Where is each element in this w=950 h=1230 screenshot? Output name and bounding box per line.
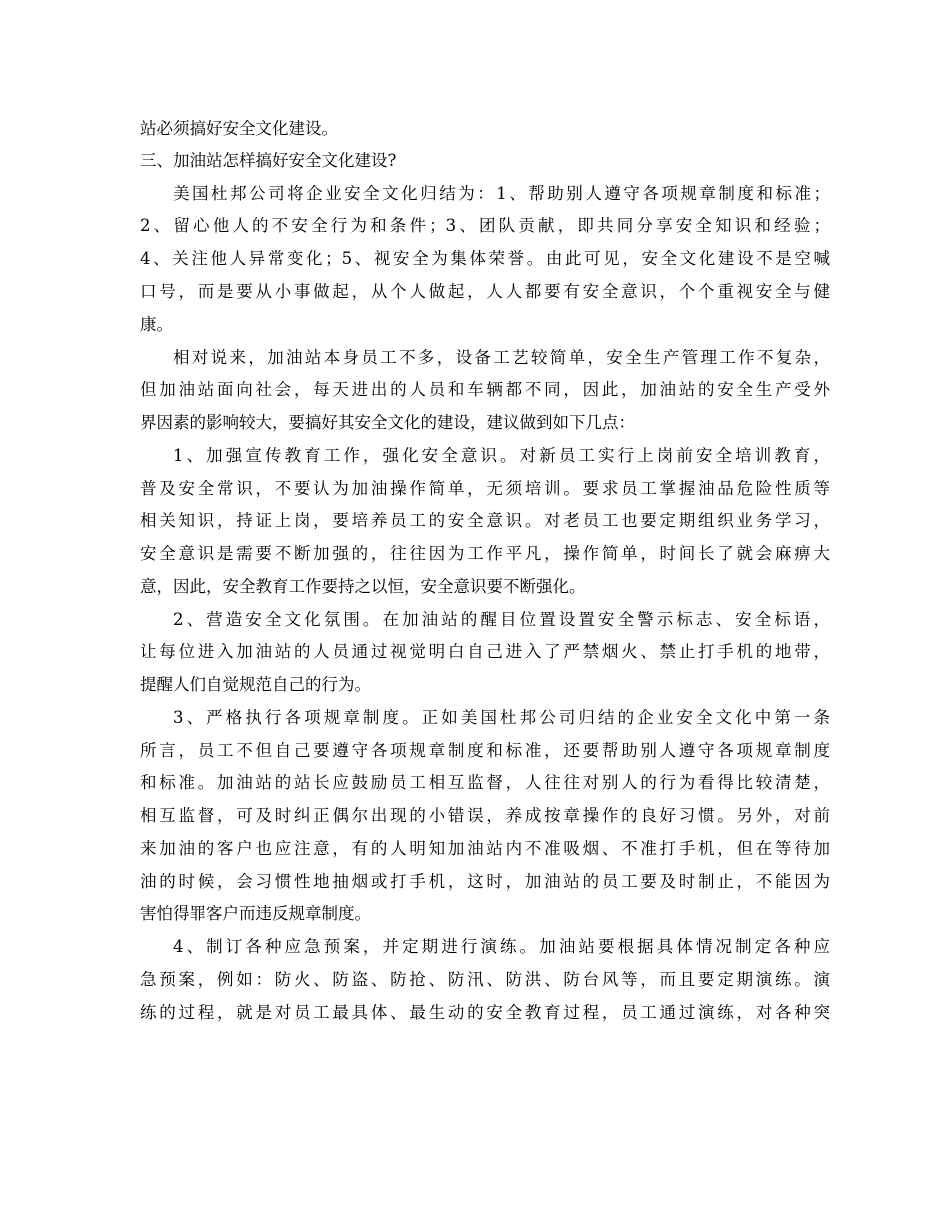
text-line: 界因素的影响较大，要搞好其安全文化的建设，建议做到如下几点： [140, 413, 635, 432]
text-line: 提醒人们自觉规范自己的行为。 [140, 675, 371, 694]
text-line: 来加油的客户也应注意，有的人明知加油站内不准吸烟、不准打手机，但在等待加 [140, 839, 830, 858]
text-line: 急预案，例如：防火、防盗、防抢、防汛、防洪、防台风等，而且要定期演练。演 [140, 970, 830, 989]
text-line: 3、严格执行各项规章制度。正如美国杜邦公司归结的企业安全文化中第一条 [173, 708, 830, 727]
text-line: 1、加强宣传教育工作，强化安全意识。对新员工实行上岗前安全培训教育， [173, 446, 830, 465]
text-line: 安全意识是需要不断加强的，往往因为工作平凡，操作简单，时间长了就会麻痹大 [140, 544, 830, 563]
text-line: 2、留心他人的不安全行为和条件；3、团队贡献，即共同分享安全知识和经验； [140, 216, 830, 235]
text-line: 意，因此，安全教育工作要持之以恒，安全意识要不断强化。 [140, 577, 586, 596]
text-line: 相对说来，加油站本身员工不多，设备工艺较简单，安全生产管理工作不复杂， [173, 348, 830, 367]
text-line: 练的过程，就是对员工最具体、最生动的安全教育过程，员工通过演练，对各种突 [140, 1003, 830, 1022]
text-line: 油的时候，会习惯性地抽烟或打手机，这时，加油站的员工要及时制止，不能因为 [140, 872, 830, 891]
text-line: 但加油站面向社会，每天进出的人员和车辆都不同，因此，加油站的安全生产受外 [140, 380, 830, 399]
text-line: 让每位进入加油站的人员通过视觉明白自己进入了严禁烟火、禁止打手机的地带， [140, 642, 830, 661]
text-line: 4、关注他人异常变化；5、视安全为集体荣誉。由此可见，安全文化建设不是空喊 [140, 249, 830, 268]
text-line: 相关知识，持证上岗，要培养员工的安全意识。对老员工也要定期组织业务学习， [140, 511, 830, 530]
text-line: 站必须搞好安全文化建设。 [140, 119, 338, 138]
text-line: 4、制订各种应急预案，并定期进行演练。加油站要根据具体情况制定各种应 [173, 937, 830, 956]
text-line: 相互监督，可及时纠正偶尔出现的小错误，养成按章操作的良好习惯。另外，对前 [140, 806, 830, 825]
text-line: 口号，而是要从小事做起，从个人做起，人人都要有安全意识，个个重视安全与健 [140, 282, 830, 301]
text-line: 康。 [140, 315, 173, 334]
text-line: 2、营造安全文化氛围。在加油站的醒目位置设置安全警示标志、安全标语， [173, 610, 830, 629]
text-line: 普及安全常识，不要认为加油操作简单，无须培训。要求员工掌握油品危险性质等 [140, 479, 830, 498]
text-line: 害怕得罪客户而违反规章制度。 [140, 904, 371, 923]
text-line: 美国杜邦公司将企业安全文化归结为：1、帮助别人遵守各项规章制度和标准； [173, 184, 830, 203]
section-heading: 三、加油站怎样搞好安全文化建设? [140, 151, 397, 170]
text-line: 所言，员工不但自己要遵守各项规章制度和标准，还要帮助别人遵守各项规章制度 [140, 741, 830, 760]
text-line: 和标准。加油站的站长应鼓励员工相互监督，人往往对别人的行为看得比较清楚， [140, 773, 830, 792]
